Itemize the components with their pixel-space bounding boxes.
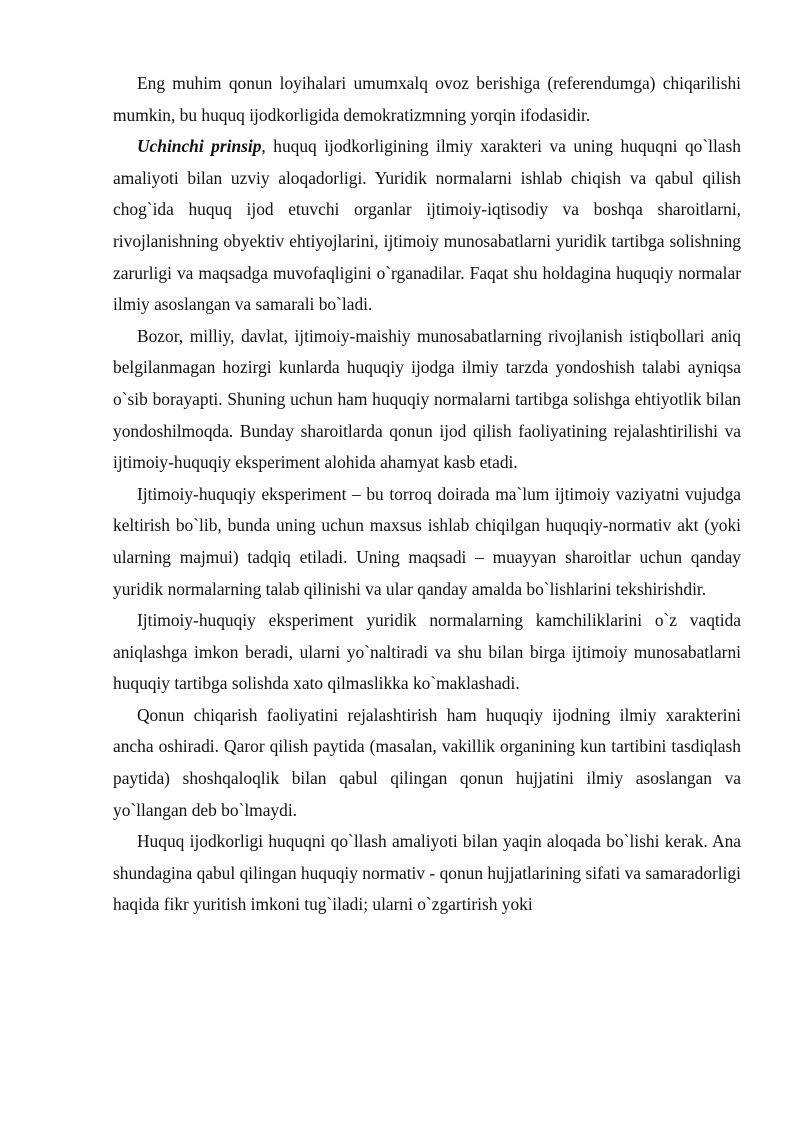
paragraph-experiment-definition (113, 479, 741, 605)
paragraph-planning (113, 700, 741, 826)
document-page (113, 68, 741, 921)
paragraph-text: Ijtimoiy-huquqiy eksperiment yuridik normalarning kamchiliklarini o`z vaqtida aniqlashga imkon beradi, ularni yo`naltiradi va shu bilan birga ijtimoiy munosabatlarni huquqiy tartibga solishda xato qilmaslikka ko`maklashadi. (113, 610, 741, 694)
paragraph-text: Qonun chiqarish faoliyatini rejalashtirish ham huquqiy ijodning ilmiy xarakterini ancha oshiradi. Qaror qilish paytida (masalan, vakillik organining kun tartibini tasdiqlash paytida) shoshqaloqlik bilan qabul qilingan qonun hujjatini ilmiy asoslangan va yo`llangan deb bo`lmaydi. (113, 704, 741, 820)
paragraph-lead-term: Uchinchi prinsip (137, 136, 262, 157)
paragraph-referendum (113, 68, 741, 131)
paragraph-practice-link (113, 826, 741, 921)
paragraph-text: Huquq ijodkorligi huquqni qo`llash amaliyoti bilan yaqin aloqada bo`lishi kerak. Ana shundagina qabul qilingan huquqiy normativ - qonun hujjatlarining sifati va samaradorligi haqida fikr yuritish imkoni tug`iladi; ularni o`zgartirish yoki (113, 831, 741, 915)
paragraph-text: Ijtimoiy-huquqiy eksperiment – bu torroq doirada ma`lum ijtimoiy vaziyatni vujudga keltirish bo`lib, bunda uning uchun maxsus ishlab chiqilgan huquqiy-normativ akt (yoki ularning majmui) tadqiq etiladi. Uning maqsadi – muayyan sharoitlar uchun qanday yuridik normalarning talab qilinishi va ular qanday amalda bo`lishlarini tekshirishdir. (113, 483, 741, 599)
paragraph-text: , huquq ijodkorligining ilmiy xarakteri va uning huquqni qo`llash amaliyoti bilan uzviy aloqadorligi. Yuridik normalarni ishlab chiqish va qabul qilish chog`ida huquq ijod etuvchi organlar ijtimoiy-iqtisodiy va boshqa sharoitlarni, rivojlanishning obyektiv ehtiyojlarini, ijtimoiy munosabatlarni yuridik tartibga solishning zarurligi va maqsadga muvofaqligini o`rganadilar. Faqat shu holdagina huquqiy normalar ilmiy asoslangan va samarali bo`ladi. (113, 136, 741, 315)
paragraph-text: Bozor, milliy, davlat, ijtimoiy-maishiy munosabatlarning rivojlanish istiqbollari aniq belgilanmagan hozirgi kunlarda huquqiy ijodga ilmiy tarzda yondoshish talabi ayniqsa o`sib borayapti. Shuning uchun ham huquqiy normalarni tartibga solishga ehtiyotlik bilan yondoshilmoqda. Bunday sharoitlarda qonun ijod qilish faoliyatining rejalashtirilishi va ijtimoiy-huquqiy eksperiment alohida ahamyat kasb etadi. (113, 325, 741, 473)
paragraph-scientific-approach (113, 321, 741, 479)
paragraph-third-principle (113, 131, 741, 321)
paragraph-experiment-benefits (113, 605, 741, 700)
paragraph-text: Eng muhim qonun loyihalari umumxalq ovoz berishiga (referendumga) chiqarilishi mumkin, bu huquq ijodkorligida demokratizmning yorqin ifodasidir. (113, 73, 741, 125)
